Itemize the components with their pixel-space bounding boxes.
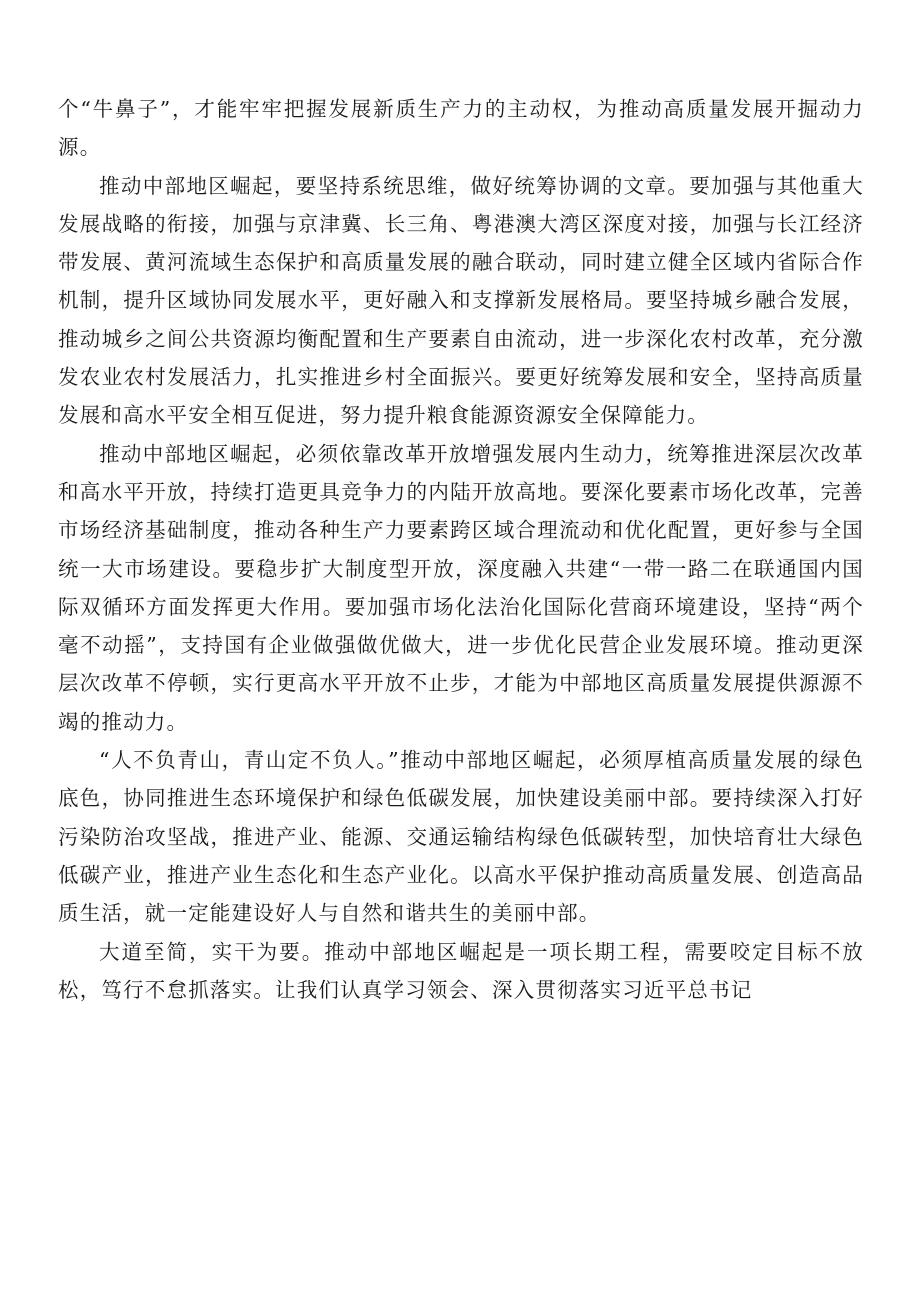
paragraph-continued: 个“牛鼻子”，才能牢牢把握发展新质生产力的主动权，为推动高质量发展开掘动力源。 — [58, 97, 864, 160]
paragraph-reform-opening: 推动中部地区崛起，必须依靠改革开放增强发展内生动力，统筹推进深层次改革和高水平开放，持续打造更具竞争力的内陆开放高地。要深化要素市场化改革，完善市场经济基础制度，推动各种生产力要素跨区域合理流动和优化配置，更好参与全国统一大市场建设。要稳步扩大制度型开放，深度融入共建“一带一路二在联通国内国际双循环方面发挥更大作用。要加强市场化法治化国际化营商环境建设，坚持“两个毫不动摇”，支持国有企业做强做优做大，进一步优化民营企业发展环境。推动更深层次改革不停顿，实行更高水平开放不止步，才能为中部地区高质量发展提供源源不竭的推动力。 — [58, 441, 864, 734]
paragraph-green-development: “人不负青山，青山定不负人。”推动中部地区崛起，必须厚植高质量发展的绿色底色，协同推进生态环境保护和绿色低碳发展，加快建设美丽中部。要持续深入打好污染防治攻坚战，推进产业、能源、交通运输结构绿色低碳转型，加快培育壮大绿色低碳产业，推进产业生态化和生态产业化。以高水平保护推动高质量发展、创造高品质生活，就一定能建设好人与自然和谐共生的美丽中部。 — [58, 748, 864, 926]
paragraph-coordination: 推动中部地区崛起，要坚持系统思维，做好统筹协调的文章。要加强与其他重大发展战略的衔接，加强与京津冀、长三角、粤港澳大湾区深度对接，加强与长江经济带发展、黄河流域生态保护和高质量发展的融合联动，同时建立健全区域内省际合作机制，提升区域协同发展水平，更好融入和支撑新发展格局。要坚持城乡融合发展，推动城乡之间公共资源均衡配置和生产要素自由流动，进一步深化农村改革，充分激发农业农村发展活力，扎实推进乡村全面振兴。要更好统筹发展和安全，坚持高质量发展和高水平安全相互促进，努力提升粮食能源资源安全保障能力。 — [58, 173, 864, 428]
paragraph-conclusion: 大道至简，实干为要。推动中部地区崛起是一项长期工程，需要咬定目标不放松，笃行不怠抓落实。让我们认真学习领会、深入贯彻落实习近平总书记 — [58, 939, 864, 1002]
document-body — [58, 90, 864, 1009]
